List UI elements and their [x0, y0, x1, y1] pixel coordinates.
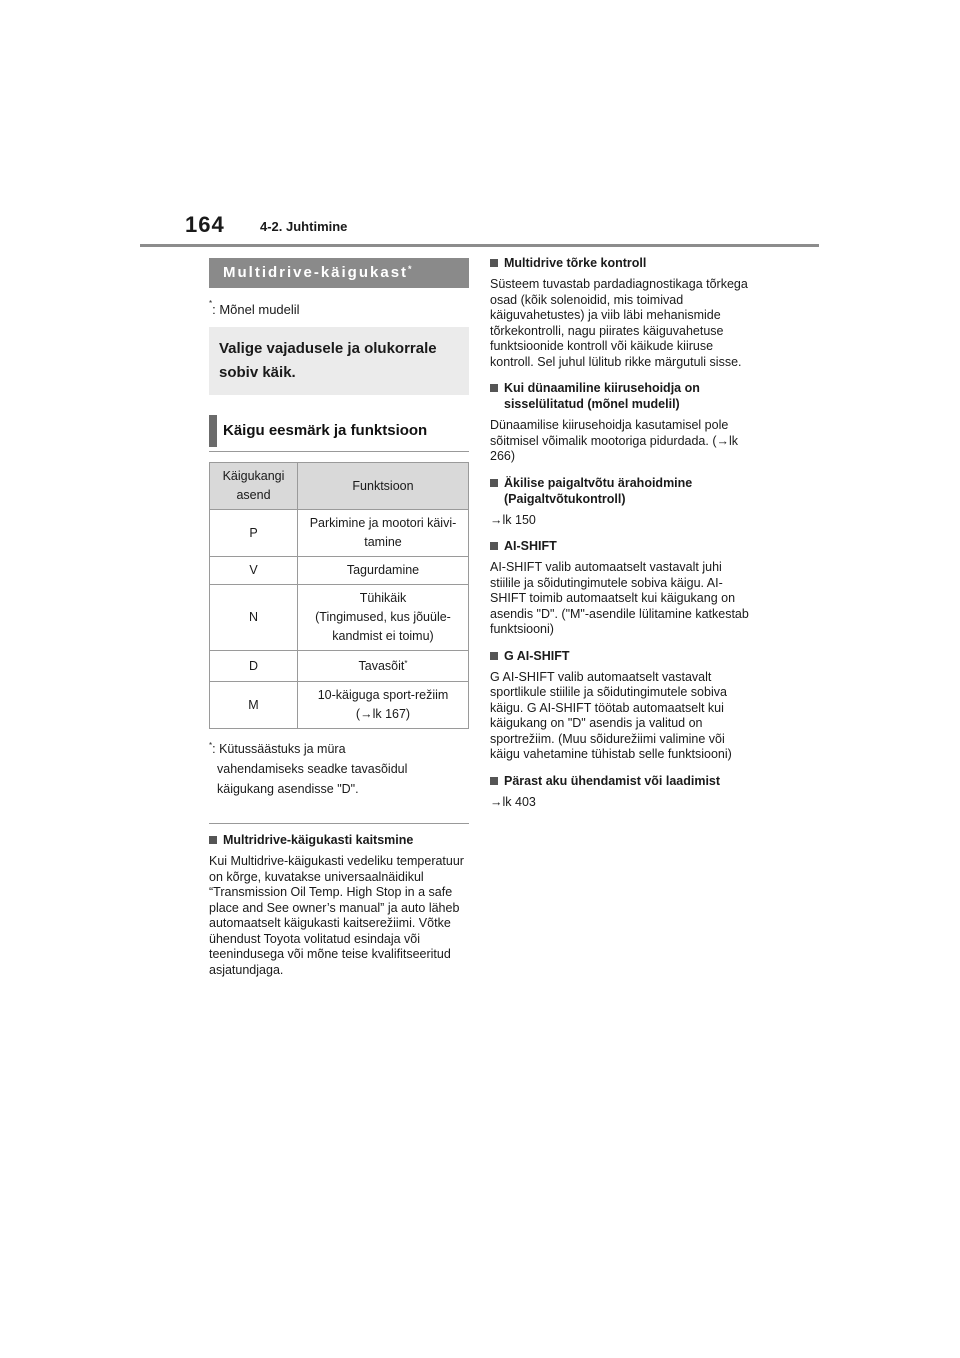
gear-function-cell [298, 510, 469, 557]
purpose-heading: Käigu eesmärk ja funktsioon [209, 415, 469, 447]
function-text: Parkimine ja mootori käivi- [309, 516, 457, 530]
table-row [210, 585, 469, 651]
section-title-bar [209, 258, 469, 288]
protection-section [209, 832, 469, 978]
gear-position-cell: D [210, 651, 298, 682]
purpose-heading-underline [209, 451, 469, 452]
function-text: Tühikäik [359, 591, 407, 605]
page-reference-link[interactable]: →lk 150 [490, 512, 536, 527]
table-header-row [210, 463, 469, 510]
table-row [210, 557, 469, 585]
gear-position-table [209, 462, 469, 729]
function-text: tamine [364, 535, 402, 549]
page-reference-link[interactable]: →lk 403 [490, 794, 536, 809]
info-heading: AI-SHIFT [490, 538, 752, 554]
info-text: Dünaamilise kiirusehoidja kasutamisel pole sõitmisel võimalik mootoriga pidurdada. (→lk 266) [490, 418, 739, 463]
info-heading: Multidrive tõrke kontroll [490, 255, 752, 271]
protection-heading: Multridrive-käigukasti kaitsmine [209, 832, 469, 848]
info-section [490, 380, 752, 465]
footnote-marker: * [209, 299, 213, 308]
left-column [209, 258, 469, 978]
info-section [490, 538, 752, 638]
table-row [210, 510, 469, 557]
gear-function-cell: Tagurdamine [298, 557, 469, 585]
footnote-text: : Kütussäästuks ja müra [212, 742, 346, 756]
function-text: 10-käiguga sport-režiim [317, 688, 449, 702]
title-footnote-marker: * [408, 264, 412, 274]
summary-line: sobiv käik. [219, 364, 296, 381]
info-text: G AI-SHIFT valib automaatselt vastavalt sportlikule stiilile ja sõidutingimutele sobiva käigu. G AI-SHIFT töötab automaatselt kui käigukang on "D" asendis ja valitud on sportrežiim. (Muu sõidurežiimi valimine või käigu vahetamine tühistab selle funktsiooni) [490, 669, 732, 761]
info-heading: Pärast aku ühendamist või laadimist [490, 773, 752, 789]
function-text: (Tingimused, kus jõuüle- [315, 610, 451, 624]
header-divider [140, 244, 819, 247]
right-column [490, 255, 752, 810]
section-label: 4-2. Juhtimine [260, 219, 348, 234]
info-text: Süsteem tuvastab pardadiagnostikaga tõrkega osad (kõik solenoidid, mis toimivad käiguvahetustes) ja viib läbi mehanismide tõrkekontrolli, nagu piirates käiguvahetuse funktsioonide kontroll või käikude kiiruse kontroll. Sel juhul lülitub rikke märgutuli sisse. [490, 277, 748, 369]
table-row [210, 682, 469, 729]
info-heading: Kui dünaamiline kiirusehoidja on sisselülitatud (mõnel mudelil) [490, 380, 752, 412]
info-text: AI-SHIFT valib automaatselt vastavalt juhi stiilile ja sõidutingimutele sobiva käigu. AI-SHIFT toimib automaatselt kui käigukang on asendis "D". ("M"-asendile lülitamine katkestab funktsiooni) [490, 560, 749, 636]
info-section [490, 255, 752, 370]
table-header-position [210, 463, 298, 510]
function-text: kandmist ei toimu) [332, 629, 434, 643]
info-heading: Äkilise paigaltvõtu ärahoidmine (Paigaltvõtukontroll) [490, 475, 752, 507]
header-text: Käigukangi [222, 469, 285, 483]
info-heading: G AI-SHIFT [490, 648, 752, 664]
footnote-marker: * [404, 658, 408, 668]
page-reference-link[interactable]: (→lk 167) [355, 707, 411, 721]
table-row [210, 651, 469, 682]
gear-function-cell [298, 585, 469, 651]
footnote-text: käigukang asendisse "D". [217, 782, 359, 796]
availability-footnote [209, 299, 469, 317]
gear-function-cell [298, 682, 469, 729]
summary-line: Valige vajadusele ja olukorrale [219, 340, 437, 357]
footnote-text: vahendamiseks seadke tavasõidul [217, 762, 408, 776]
summary-box [209, 327, 469, 395]
gear-position-cell: N [210, 585, 298, 651]
header-text: asend [236, 488, 271, 502]
protection-text: Kui Multidrive-käigukasti vedeliku temperatuur on kõrge, kuvatakse universaalnäidikul “Transmission Oil Temp. High Stop in a safe place and See owner’s manual” ja auto läheb automaatselt käigukasti kaitserežiimi. Võtke ühendust Toyota volitatud esindaja või teenindusega või mõne teise kvalifitseeritud asjatundjaga. [209, 854, 464, 977]
section-title: Multidrive-käigukast [223, 264, 409, 281]
function-text: Tavasõit [358, 658, 405, 673]
gear-function-cell [298, 651, 469, 682]
info-section [490, 475, 752, 529]
table-header-function: Funktsioon [298, 463, 469, 510]
info-section [490, 773, 752, 811]
page-number: 164 [185, 212, 225, 237]
table-footnote [209, 739, 469, 799]
gear-position-cell: V [210, 557, 298, 585]
gear-position-cell: P [210, 510, 298, 557]
divider [209, 823, 469, 824]
footnote-text: : Mõnel mudelil [212, 302, 300, 317]
gear-position-cell: M [210, 682, 298, 729]
info-section [490, 648, 752, 763]
footnote-marker: * [209, 741, 213, 750]
